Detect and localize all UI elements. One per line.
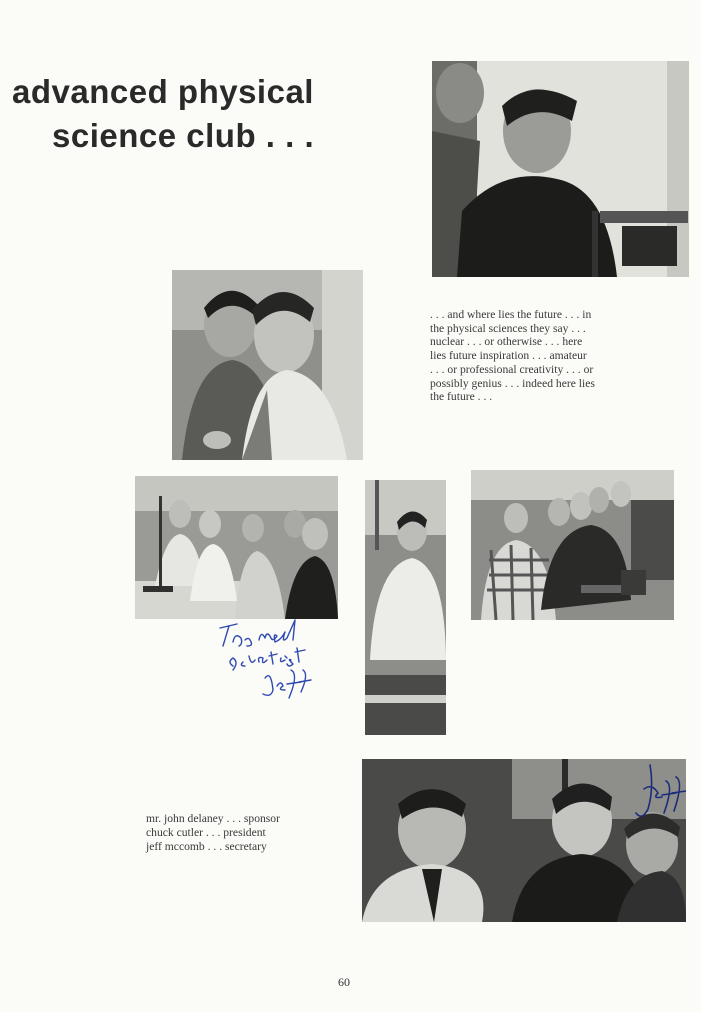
two-students-photo: [172, 270, 363, 460]
signature-image: [630, 759, 686, 829]
page-title-line1: advanced physical: [12, 73, 314, 110]
officers-list: [146, 812, 280, 854]
caption-line: . . . and where lies the future . . . in: [430, 308, 592, 321]
student-at-apparatus-photo: [432, 61, 689, 277]
students-with-equipment-photo: [471, 470, 674, 620]
officer-sponsor: mr. john delaney . . . sponsor: [146, 812, 280, 825]
caption-line: nuclear . . . or otherwise . . . here: [430, 335, 583, 349]
student-smiling-photo: [365, 480, 446, 735]
caption-line: lies future inspiration . . . amateur: [430, 349, 587, 363]
officer-secretary: jeff mccomb . . . secretary: [146, 840, 267, 853]
officer-president: chuck cutler . . . president: [146, 826, 266, 839]
caption-line: possibly genius . . . indeed here lies: [430, 376, 595, 390]
caption-line: the physical sciences they say . . .: [430, 321, 586, 335]
officers-portrait-photo: [362, 759, 686, 922]
page-number: 60: [338, 975, 350, 989]
group-at-lab-table-photo: [135, 476, 338, 619]
caption-text: [430, 308, 680, 404]
handwritten-note-image: [215, 618, 325, 700]
caption-line: . . . or professional creativity . . . or: [430, 362, 594, 376]
caption-line: the future . . .: [430, 390, 493, 404]
page-title-line2: science club . . .: [52, 117, 315, 154]
